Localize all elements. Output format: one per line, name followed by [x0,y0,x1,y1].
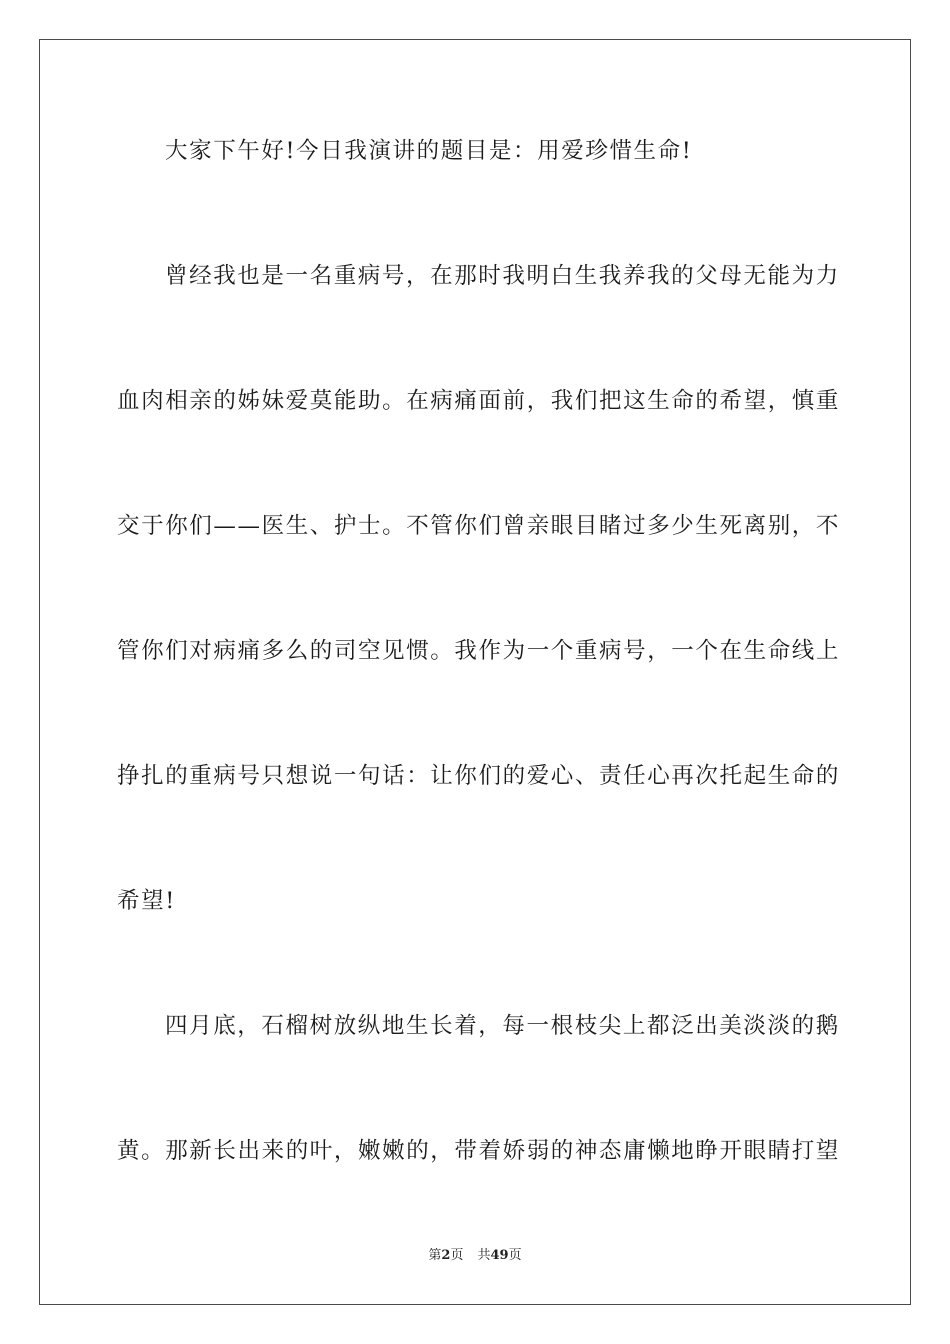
paragraph-line: 黄。那新长出来的叶，嫩嫩的，带着娇弱的神态庸懒地睁开眼睛打望 [117,1138,841,1164]
page-suffix: 页 [450,1248,464,1263]
page-prefix: 第 [428,1248,442,1263]
paragraph-line: 四月底，石榴树放纵地生长着，每一根枝尖上都泛出美淡淡的鹅 [165,1013,840,1039]
total-suffix: 页 [508,1248,522,1263]
paragraph-line: 血肉相亲的姊妹爱莫能助。在病痛面前，我们把这生命的希望，慎重 [117,388,841,414]
total-page-count: 49 [490,1248,509,1263]
paragraph-line: 大家下午好!今日我演讲的题目是：用爱珍惜生命! [165,138,693,164]
paragraph-line: 挣扎的重病号只想说一句话：让你们的爱心、责任心再次托起生命的 [117,763,841,789]
current-page-number: 2 [441,1248,451,1263]
total-prefix: 共 [477,1248,491,1263]
paragraph-line: 交于你们——医生、护士。不管你们曾亲眼目睹过多少生死离别，不 [117,513,841,539]
paragraph-line: 希望! [117,888,176,914]
paragraph-line: 管你们对病痛多么的司空见惯。我作为一个重病号，一个在生命线上 [117,638,841,664]
page-border [39,39,911,1305]
paragraph-line: 曾经我也是一名重病号，在那时我明白生我养我的父母无能为力 [165,263,840,289]
page-footer [0,1247,950,1265]
